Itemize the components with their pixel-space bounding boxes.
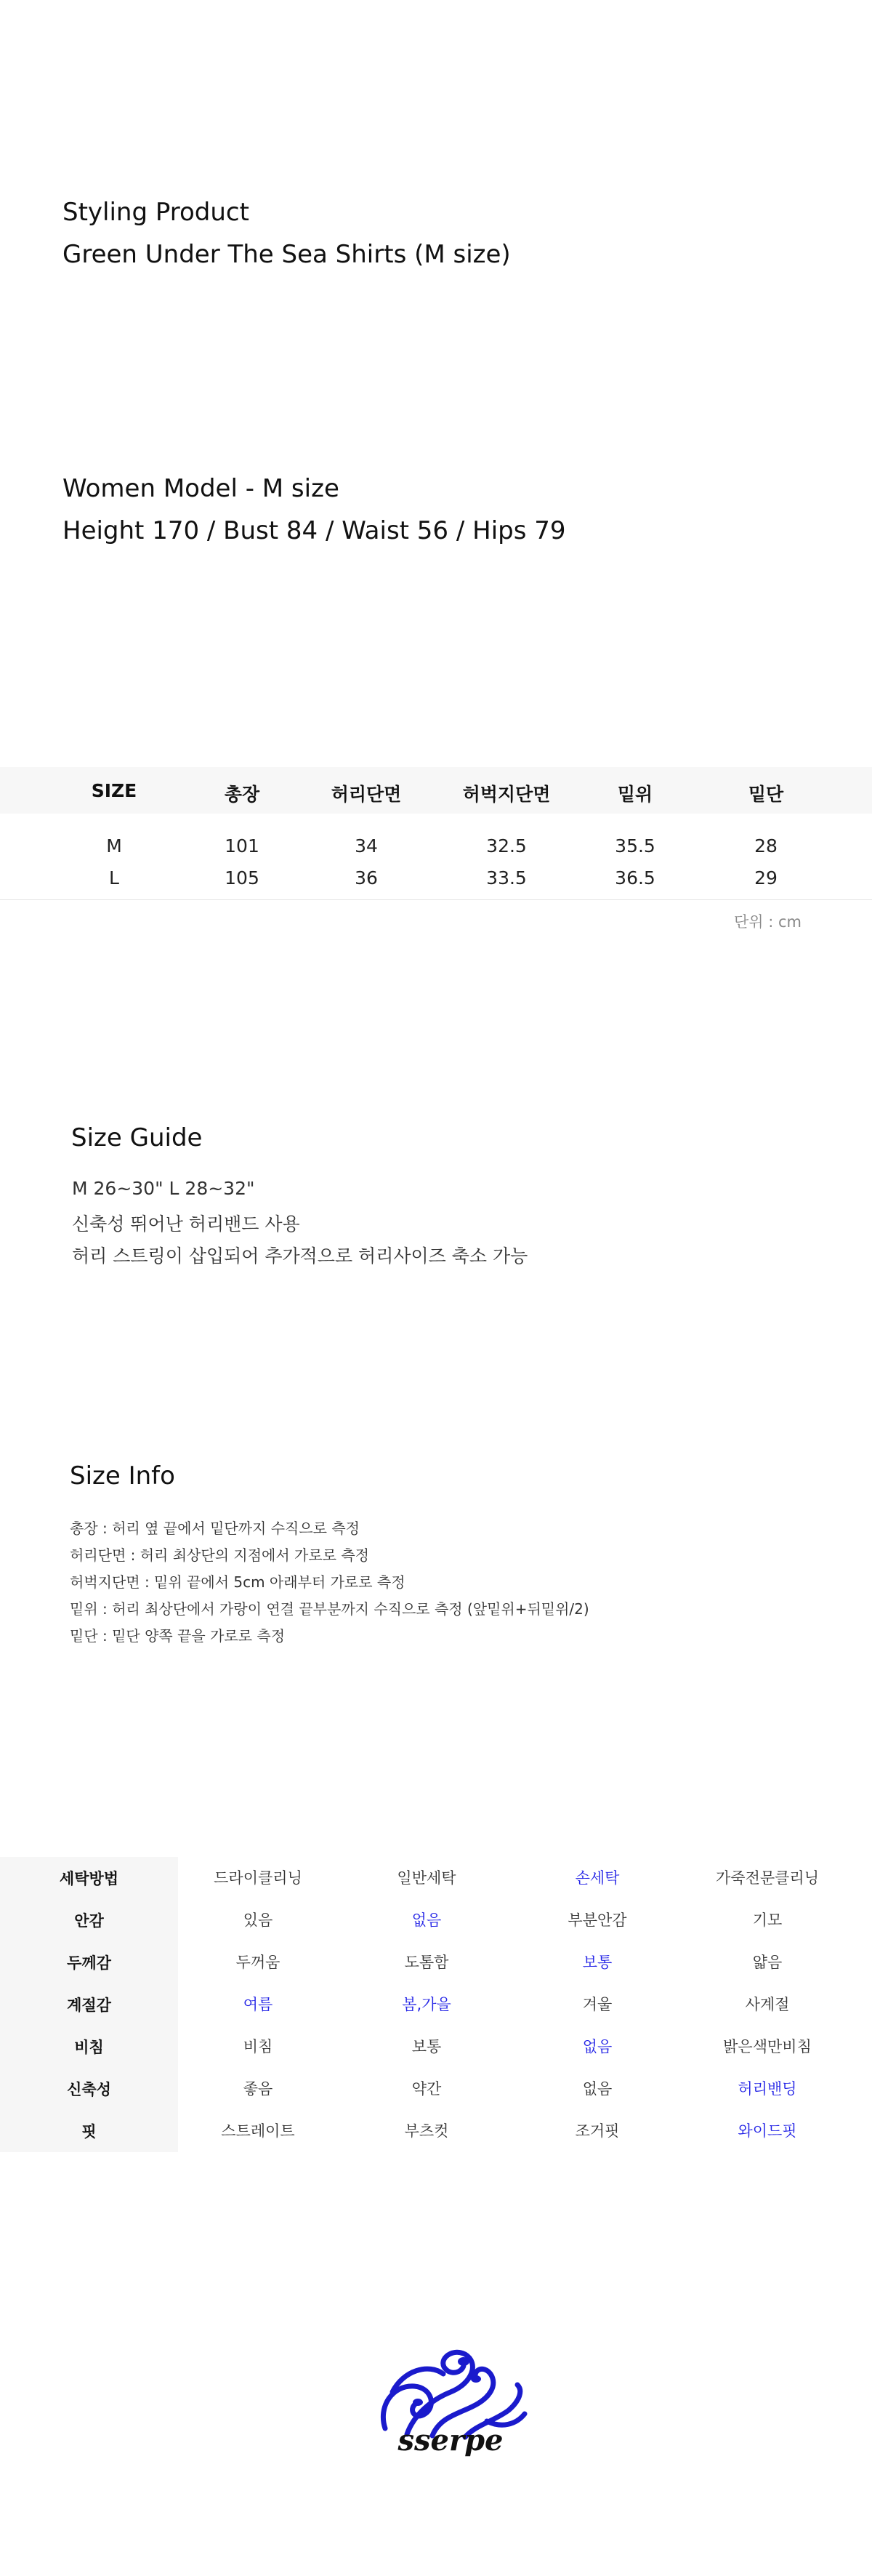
care-row-wash <box>0 1857 872 1899</box>
size-info-line: 밑단 : 밑단 양쪽 끝을 가로로 측정 <box>70 1627 286 1645</box>
care-label: 안감 <box>0 1899 178 1941</box>
care-option: 조거핏 <box>575 2122 620 2140</box>
care-option: 여름 <box>243 1996 273 2013</box>
care-option: 도톰함 <box>404 1954 449 1971</box>
styling-product-name: Green Under The Sea Shirts (M size) <box>62 240 511 269</box>
size-cell: 36 <box>355 867 378 888</box>
care-option: 겨울 <box>582 1996 613 2013</box>
care-option: 약간 <box>411 2080 442 2098</box>
model-title: Women Model - M size <box>62 474 339 503</box>
size-cell: 35.5 <box>615 835 655 856</box>
care-option: 허리밴딩 <box>738 2080 797 2098</box>
size-info-title: Size Info <box>70 1461 175 1490</box>
size-guide-line: 신축성 뛰어난 허리밴드 사용 <box>72 1213 300 1235</box>
care-option: 사계절 <box>745 1996 790 2013</box>
care-row-fit <box>0 2110 872 2152</box>
size-cell: 33.5 <box>486 867 527 888</box>
size-header-cell: 허벅지단면 <box>462 784 551 805</box>
care-table <box>0 1857 872 2152</box>
size-info-line: 허리단면 : 허리 최상단의 지점에서 가로로 측정 <box>70 1546 369 1564</box>
care-option: 없음 <box>582 2038 613 2055</box>
table-row <box>0 867 872 896</box>
brand-logo <box>363 2341 538 2457</box>
care-option: 가죽전문클리닝 <box>715 1869 820 1887</box>
care-option: 손세탁 <box>575 1869 620 1887</box>
care-option: 두꺼움 <box>235 1954 280 1971</box>
care-option: 얇음 <box>752 1954 783 1971</box>
size-guide-title: Size Guide <box>71 1123 203 1152</box>
care-row-sheerness <box>0 2026 872 2068</box>
size-cell: 32.5 <box>486 835 527 856</box>
size-table-header <box>0 767 872 814</box>
care-option: 없음 <box>411 1911 442 1929</box>
care-option: 밝은색만비침 <box>723 2038 812 2055</box>
care-option: 부츠컷 <box>404 2122 449 2140</box>
care-label: 핏 <box>0 2110 178 2152</box>
care-option: 봄,가을 <box>402 1996 451 2013</box>
care-label: 비침 <box>0 2026 178 2068</box>
care-option: 비침 <box>243 2038 273 2055</box>
size-cell: M <box>106 835 122 856</box>
logo-wordmark: sserpe <box>397 2423 504 2457</box>
care-option: 보통 <box>582 1954 613 1971</box>
care-option: 일반세탁 <box>397 1869 456 1887</box>
care-option: 없음 <box>582 2080 613 2098</box>
size-header-cell: SIZE <box>91 780 137 801</box>
care-label: 세탁방법 <box>0 1857 178 1899</box>
care-option: 있음 <box>243 1911 273 1929</box>
care-option: 드라이클리닝 <box>214 1869 302 1887</box>
care-label: 두께감 <box>0 1941 178 1983</box>
care-option: 와이드핏 <box>738 2122 797 2140</box>
size-header-cell: 허리단면 <box>331 784 402 805</box>
care-option: 좋음 <box>243 2080 273 2098</box>
size-info-line: 허벅지단면 : 밑위 끝에서 5cm 아래부터 가로로 측정 <box>70 1573 405 1591</box>
care-row-lining <box>0 1899 872 1941</box>
size-guide-line: 허리 스트링이 삽입되어 추가적으로 허리사이즈 축소 가능 <box>72 1245 528 1267</box>
care-row-stretch <box>0 2068 872 2110</box>
size-cell: L <box>109 867 119 888</box>
care-row-season <box>0 1983 872 2026</box>
care-label: 계절감 <box>0 1983 178 2026</box>
size-guide-line: M 26~30" L 28~32" <box>72 1178 255 1199</box>
size-info-line: 총장 : 허리 옆 끝에서 밑단까지 수직으로 측정 <box>70 1520 360 1537</box>
size-cell: 28 <box>754 835 778 856</box>
size-info-line: 밑위 : 허리 최상단에서 가랑이 연결 끝부분까지 수직으로 측정 (앞밑위+뒤밑위/2) <box>70 1600 589 1618</box>
care-option: 부분안감 <box>568 1911 627 1929</box>
table-row <box>0 835 872 864</box>
care-option: 보통 <box>411 2038 442 2055</box>
snake-logo-icon <box>363 2341 538 2457</box>
size-cell: 29 <box>754 867 778 888</box>
size-header-cell: 밑단 <box>748 784 784 805</box>
size-header-cell: 밑위 <box>617 784 653 805</box>
care-option: 기모 <box>752 1911 783 1929</box>
size-table-divider <box>0 899 872 900</box>
care-label: 신축성 <box>0 2068 178 2110</box>
model-measurements: Height 170 / Bust 84 / Waist 56 / Hips 79 <box>62 516 566 545</box>
size-cell: 105 <box>225 867 259 888</box>
size-header-cell: 총장 <box>224 784 260 805</box>
care-row-thickness <box>0 1941 872 1983</box>
care-option: 스트레이트 <box>221 2122 295 2140</box>
size-cell: 36.5 <box>615 867 655 888</box>
styling-title: Styling Product <box>62 198 249 227</box>
size-cell: 34 <box>355 835 378 856</box>
size-unit-label: 단위 : cm <box>733 913 802 931</box>
size-cell: 101 <box>225 835 259 856</box>
